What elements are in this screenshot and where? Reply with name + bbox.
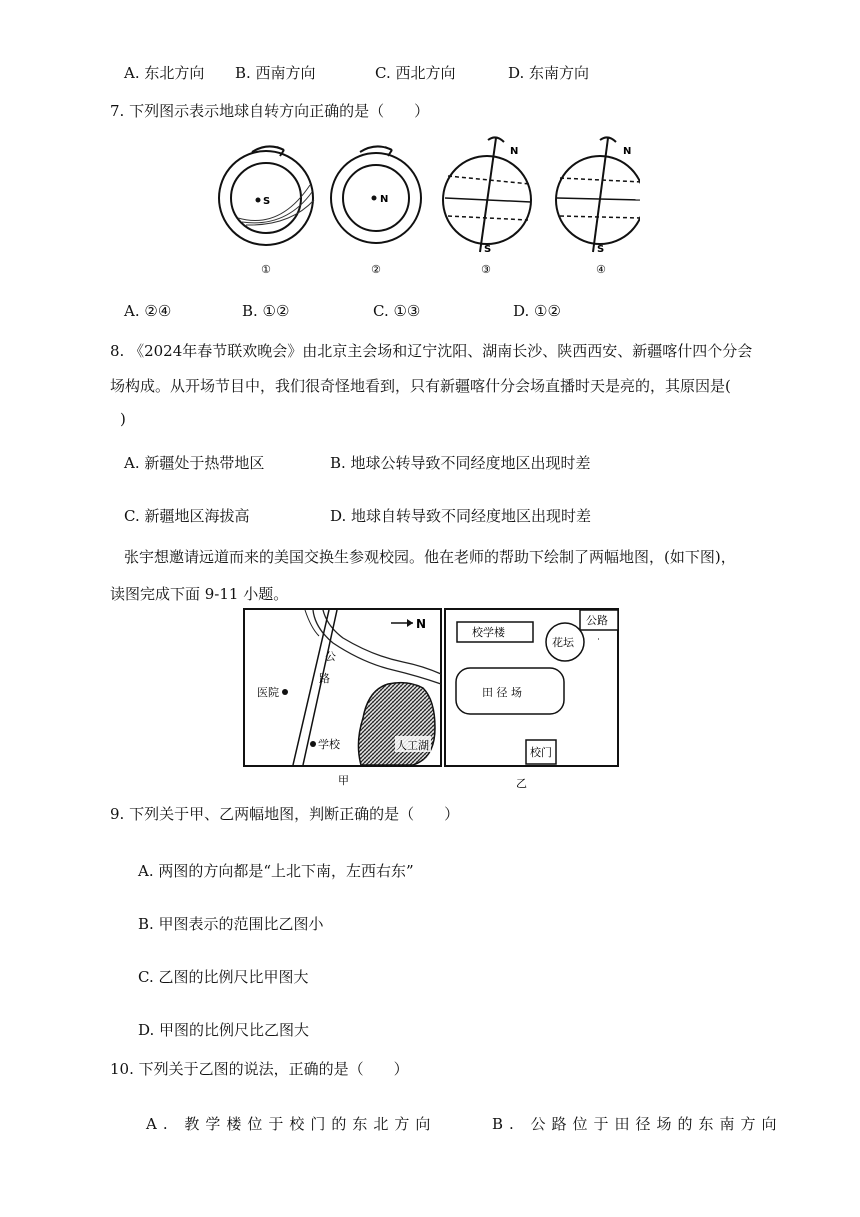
- q10-stem: 10. 下列关于乙图的说法，正确的是（ ）: [110, 1060, 409, 1078]
- map-jia-school-label: 学校: [318, 738, 340, 751]
- q6-option-b: B. 西南方向: [235, 64, 316, 82]
- figure-1-pole-label: S: [263, 196, 271, 207]
- figure-4-north-label: N: [623, 146, 632, 157]
- map-jia: [243, 608, 443, 788]
- q7-stem: 7. 下列图示表示地球自转方向正确的是（ ）: [110, 102, 430, 120]
- map-jia-caption: 甲: [338, 774, 349, 787]
- intro-line1: 张宇想邀请远道而来的美国交换生参观校园。他在老师的帮助下绘制了两幅地图，(如下图)，: [124, 548, 736, 566]
- map-yi: [444, 608, 624, 792]
- map-jia-north-label: N: [416, 617, 427, 631]
- figure-number-1: ①: [261, 263, 271, 276]
- figure-1: [219, 146, 314, 245]
- q7-option-a: A. ②④: [124, 302, 172, 320]
- map-jia-lake-label: 人工湖: [396, 739, 429, 752]
- q9-stem: 9. 下列关于甲、乙两幅地图，判断正确的是（ ）: [110, 805, 460, 823]
- q7-option-b: B. ①②: [242, 302, 290, 320]
- figure-3: [443, 137, 531, 255]
- figure-number-2: ②: [371, 263, 381, 276]
- figure-3-south-label: S: [484, 244, 492, 255]
- map-jia-hospital-label: 医院: [257, 686, 279, 699]
- figure-2-pole-label: N: [380, 194, 389, 205]
- q6-option-d: D. 东南方向: [508, 64, 590, 82]
- figure-3-north-label: N: [510, 146, 519, 157]
- map-yi-flower-bed-label: 花坛: [552, 636, 574, 649]
- q8-option-b: B. 地球公转导致不同经度地区出现时差: [330, 454, 591, 472]
- q7-option-d: D. ①②: [513, 302, 561, 320]
- q8-option-a: A. 新疆处于热带地区: [124, 454, 265, 472]
- q9-option-a: A. 两图的方向都是“上北下南，左西右东”: [138, 862, 414, 880]
- q8-stem-line2: 场构成。从开场节目中，我们很奇怪地看到，只有新疆喀什分会场直播时天是亮的，其原因是(: [110, 377, 731, 395]
- q6-option-a: A. 东北方向: [124, 64, 205, 82]
- q10-option-b: B. 公路位于田径场的东南方向: [492, 1115, 783, 1133]
- figure-2: [331, 146, 421, 243]
- rotation-figures: [200, 130, 640, 280]
- figure-number-3: ③: [481, 263, 491, 276]
- q9-option-b: B. 甲图表示的范围比乙图小: [138, 915, 324, 933]
- map-yi-road-label: 公路: [586, 614, 608, 627]
- figure-4: [556, 137, 640, 255]
- map-yi-field-label: 田 径 场: [482, 686, 522, 699]
- q7-option-c: C. ①③: [373, 302, 421, 320]
- figure-number-4: ④: [596, 263, 606, 276]
- map-jia-road-label-2: 路: [319, 672, 330, 685]
- q8-option-c: C. 新疆地区海拔高: [124, 507, 250, 525]
- q10-option-a: A. 教学楼位于校门的东北方向: [146, 1115, 437, 1133]
- map-yi-caption: 乙: [516, 777, 527, 790]
- map-yi-gate-label: 校门: [530, 746, 552, 759]
- figure-4-south-label: S: [597, 244, 605, 255]
- map-jia-road-label-1: 公: [325, 650, 336, 663]
- q8-stem-line3: ): [120, 410, 126, 428]
- map-yi-mark: ˙: [596, 638, 601, 649]
- intro-line2: 读图完成下面 9-11 小题。: [110, 585, 289, 603]
- q8-stem-line1: 8. 《2024年春节联欢晚会》由北京主会场和辽宁沈阳、湖南长沙、陕西西安、新疆喀什四个分会: [110, 342, 753, 360]
- map-yi-teaching-building-label: 校学楼: [472, 626, 505, 639]
- q6-option-c: C. 西北方向: [375, 64, 456, 82]
- q9-option-c: C. 乙图的比例尺比甲图大: [138, 968, 309, 986]
- q9-option-d: D. 甲图的比例尺比乙图大: [138, 1021, 310, 1039]
- q8-option-d: D. 地球自转导致不同经度地区出现时差: [330, 507, 592, 525]
